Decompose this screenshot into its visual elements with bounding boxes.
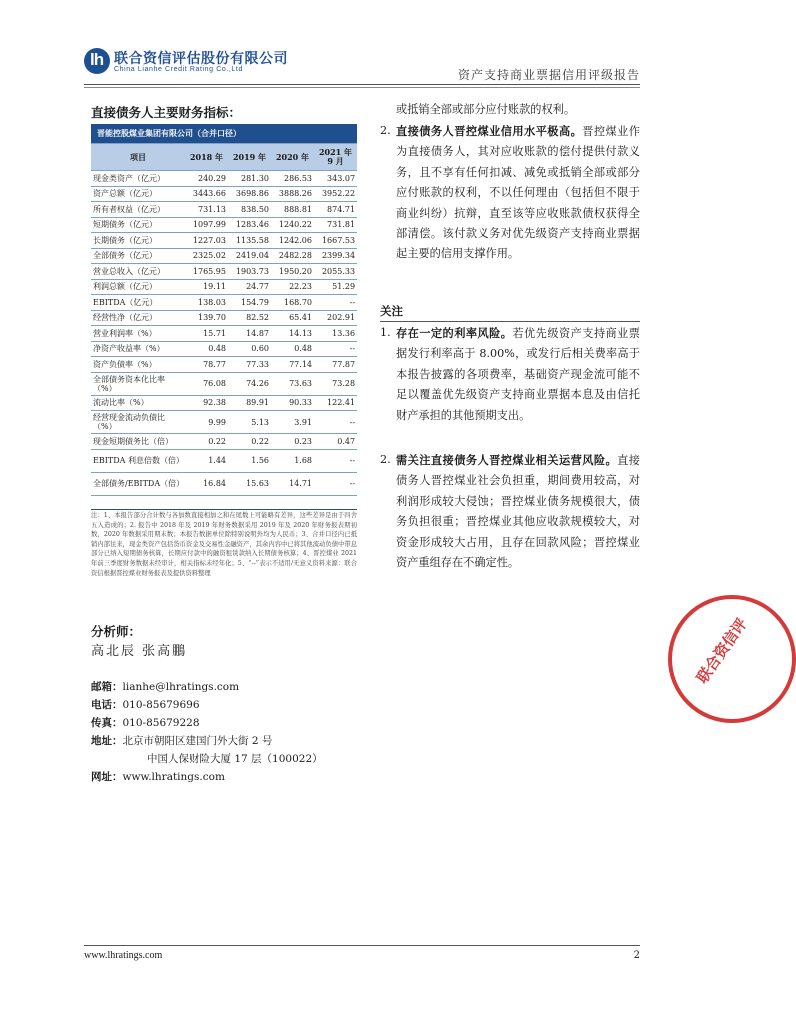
item-number: 1.	[380, 326, 391, 339]
cell-value: 240.29	[185, 171, 228, 187]
row-label: 所有者权益（亿元）	[91, 202, 185, 218]
cell-value: 77.87	[314, 357, 357, 373]
item-debtor-credit: 直接债务人晋控煤业信用水平极高。晋控煤业作为直接债务人，其对应收账款的偿付提供付款义务，且不享有任何扣减、减免或抵销全部或部分应付账款的权利，不以任何理由（包括但不限于商业纠纷）抗辩，直至该等应收账款债权获得全部清偿。该付款义务对优先级资产支持商业票据起主要的信用支撑作用。	[396, 124, 640, 261]
paragraph-continued: 或抵销全部或部分应付账款的权利。	[396, 103, 576, 116]
table-row	[91, 326, 357, 342]
cell-value: --	[314, 295, 357, 311]
cell-value: 9.99	[185, 411, 228, 434]
col-header: 2021 年 9 月	[314, 144, 357, 171]
table-row	[91, 171, 357, 187]
contact-email: 邮箱：lianhe@lhratings.com	[91, 681, 240, 693]
cell-value: 51.29	[314, 279, 357, 295]
company-seal-icon	[668, 595, 796, 723]
cell-value: 3698.86	[228, 186, 271, 202]
table-row	[91, 472, 357, 495]
page-number: 2	[633, 950, 640, 961]
cell-value: 154.79	[228, 295, 271, 311]
cell-value: 65.41	[271, 310, 314, 326]
cell-value: 2055.33	[314, 264, 357, 280]
table-header-row	[91, 144, 357, 171]
cell-value: 15.63	[228, 472, 271, 495]
contact-phone: 电话：010-85679696	[91, 699, 200, 711]
cell-value: 15.71	[185, 326, 228, 342]
row-label: 现金类资产（亿元）	[91, 171, 185, 187]
cell-value: 1283.46	[228, 217, 271, 233]
notes-divider	[91, 509, 357, 510]
company-logo-icon: lh	[84, 48, 110, 74]
cell-value: 0.22	[228, 434, 271, 450]
cell-value: 0.48	[185, 341, 228, 357]
table-notes: 注：1、本报告部分合计数与各加数直接相加之和在尾数上可能略有差异，这些差异是由于四舍五入造成的；2. 报告中 2018 年及 2019 年财务数据采用 2019 年及 2020 年财务报表期初数，2020 年数据采用期末数；本报告数据单位除特别说明外均为人民币；3、合并口径内已抵销内部往来，现金类资产包括货币资金及交易性金融资产，其余内容中已将其他流动负债中带息部分已纳入短期债务核算，长期应付款中的融资租赁款纳入长期债务核算；4、晋控煤业 2021 年前三季度财务数据未经审计，相关指标未经年化；5、“--”表示不适用/无意义资料来源：联合资信根据晋控煤业财务报表及提供资料整理	[91, 512, 357, 577]
row-label: 短期债务（亿元）	[91, 217, 185, 233]
contact-address: 地址：北京市朝阳区建国门外大街 2 号	[91, 735, 273, 747]
table-row	[91, 186, 357, 202]
cell-value: 838.50	[228, 202, 271, 218]
cell-value: 0.60	[228, 341, 271, 357]
cell-value: 2399.34	[314, 248, 357, 264]
row-label: 资产负债率（%）	[91, 357, 185, 373]
row-label: EBITDA（亿元）	[91, 295, 185, 311]
row-label: 营业总收入（亿元）	[91, 264, 185, 280]
table-row	[91, 233, 357, 249]
cell-value: 1240.22	[271, 217, 314, 233]
cell-value: 3888.26	[271, 186, 314, 202]
row-label: 资产总额（亿元）	[91, 186, 185, 202]
concern-interest-rate: 存在一定的利率风险。若优先级资产支持商业票据发行利率高于 8.00%，或发行后相关费率高于本报告披露的各项费率，基础资产现金流可能不足以覆盖优先级资产支持商业票据本息及由信托财产承担的其他预期支出。	[396, 326, 640, 422]
cell-value: 89.91	[228, 395, 271, 411]
cell-value: 281.30	[228, 171, 271, 187]
cell-value: 74.26	[228, 372, 271, 395]
row-label: 现金短期债务比（倍）	[91, 434, 185, 450]
cell-value: 0.23	[271, 434, 314, 450]
cell-value: 2482.28	[271, 248, 314, 264]
cell-value: 138.03	[185, 295, 228, 311]
cell-value: 139.70	[185, 310, 228, 326]
cell-value: 13.36	[314, 326, 357, 342]
cell-value: 14.13	[271, 326, 314, 342]
cell-value: 2325.02	[185, 248, 228, 264]
col-header: 2019 年	[228, 144, 271, 171]
concerns-divider	[380, 321, 640, 322]
cell-value: 731.81	[314, 217, 357, 233]
table-row	[91, 310, 357, 326]
cell-value: 1135.58	[228, 233, 271, 249]
contact-fax: 传真：010-85679228	[91, 717, 200, 729]
row-label: EBITDA 利息倍数（倍）	[91, 449, 185, 472]
table-row	[91, 248, 357, 264]
header-divider-thin	[84, 87, 640, 88]
table-row	[91, 217, 357, 233]
cell-value: 1227.03	[185, 233, 228, 249]
cell-value: 90.33	[271, 395, 314, 411]
cell-value: 76.08	[185, 372, 228, 395]
row-label: 利润总额（亿元）	[91, 279, 185, 295]
table-row	[91, 279, 357, 295]
seal-text: 联合资信评	[693, 614, 751, 687]
table-row	[91, 449, 357, 472]
cell-value: 82.52	[228, 310, 271, 326]
cell-value: 73.63	[271, 372, 314, 395]
col-header: 2020 年	[271, 144, 314, 171]
cell-value: 1903.73	[228, 264, 271, 280]
cell-value: 19.11	[185, 279, 228, 295]
analyst-label: 分析师：	[91, 624, 142, 639]
table-caption: 晋能控股煤业集团有限公司（合并口径）	[91, 124, 357, 144]
concerns-heading: 关注	[380, 304, 403, 318]
cell-value: 0.22	[185, 434, 228, 450]
cell-value: 202.91	[314, 310, 357, 326]
contact-address-line2: 中国人保财险大厦 17 层（100022）	[147, 753, 323, 765]
cell-value: 3443.66	[185, 186, 228, 202]
cell-value: --	[314, 472, 357, 495]
cell-value: 731.13	[185, 202, 228, 218]
table-row	[91, 264, 357, 280]
financial-indicators-table	[91, 124, 357, 496]
table-row	[91, 202, 357, 218]
section-title: 直接债务人主要财务指标：	[91, 105, 242, 120]
cell-value: 1097.99	[185, 217, 228, 233]
cell-value: 2419.04	[228, 248, 271, 264]
cell-value: 14.87	[228, 326, 271, 342]
cell-value: 1242.06	[271, 233, 314, 249]
cell-value: 14.71	[271, 472, 314, 495]
item-number: 2.	[380, 453, 391, 466]
cell-value: 1.68	[271, 449, 314, 472]
header-divider	[84, 84, 640, 85]
company-name-en: China Lianhe Credit Rating Co.,Ltd	[114, 66, 243, 73]
cell-value: 22.23	[271, 279, 314, 295]
cell-value: 0.48	[271, 341, 314, 357]
item-number: 2.	[380, 124, 391, 137]
contact-website: 网址：www.lhratings.com	[91, 771, 225, 783]
cell-value: 92.38	[185, 395, 228, 411]
cell-value: 874.71	[314, 202, 357, 218]
table-body	[91, 171, 357, 496]
cell-value: 286.53	[271, 171, 314, 187]
cell-value: --	[314, 341, 357, 357]
cell-value: 5.13	[228, 411, 271, 434]
table-row	[91, 411, 357, 434]
table-row	[91, 372, 357, 395]
table-caption-row	[91, 124, 357, 144]
cell-value: 1.44	[185, 449, 228, 472]
cell-value: 77.14	[271, 357, 314, 373]
table-row	[91, 295, 357, 311]
cell-value: 73.28	[314, 372, 357, 395]
cell-value: 0.47	[314, 434, 357, 450]
analyst-names: 高北辰 张高鵬	[91, 644, 188, 659]
cell-value: 1.56	[228, 449, 271, 472]
footer-divider	[84, 945, 640, 946]
table-row	[91, 357, 357, 373]
row-label: 全部债务资本化比率（%）	[91, 372, 185, 395]
cell-value: 1765.95	[185, 264, 228, 280]
cell-value: 1667.53	[314, 233, 357, 249]
footer-url: www.lhratings.com	[84, 950, 163, 961]
row-label: 全部债务/EBITDA（倍）	[91, 472, 185, 495]
col-header: 2018 年	[185, 144, 228, 171]
table-row	[91, 395, 357, 411]
row-label: 净资产收益率（%）	[91, 341, 185, 357]
col-header: 项目	[91, 144, 185, 171]
row-label: 经营性净（亿元）	[91, 310, 185, 326]
row-label: 营业利润率（%）	[91, 326, 185, 342]
table-row	[91, 434, 357, 450]
cell-value: 3952.22	[314, 186, 357, 202]
cell-value: --	[314, 449, 357, 472]
cell-value: 78.77	[185, 357, 228, 373]
cell-value: 888.81	[271, 202, 314, 218]
row-label: 全部债务（亿元）	[91, 248, 185, 264]
cell-value: 3.91	[271, 411, 314, 434]
company-name-cn: 联合资信评估股份有限公司	[114, 51, 288, 67]
concern-operating-risk: 需关注直接债务人晋控煤业相关运营风险。直接债务人晋控煤业社会负担重，期间费用较高，对利润形成较大侵蚀；晋控煤业债务规模很大，债务负担很重；晋控煤业其他应收款规模较大，对资金形成较大占用，且存在回款风险；晋控煤业资产重组存在不确定性。	[396, 453, 640, 570]
cell-value: 168.70	[271, 295, 314, 311]
cell-value: 16.84	[185, 472, 228, 495]
cell-value: 24.77	[228, 279, 271, 295]
row-label: 长期债务（亿元）	[91, 233, 185, 249]
cell-value: 122.41	[314, 395, 357, 411]
cell-value: --	[314, 411, 357, 434]
report-title: 资产支持商业票据信用评级报告	[457, 68, 640, 82]
cell-value: 1950.20	[271, 264, 314, 280]
row-label: 流动比率（%）	[91, 395, 185, 411]
table-row	[91, 341, 357, 357]
row-label: 经营现金流动负债比（%）	[91, 411, 185, 434]
cell-value: 343.07	[314, 171, 357, 187]
cell-value: 77.33	[228, 357, 271, 373]
